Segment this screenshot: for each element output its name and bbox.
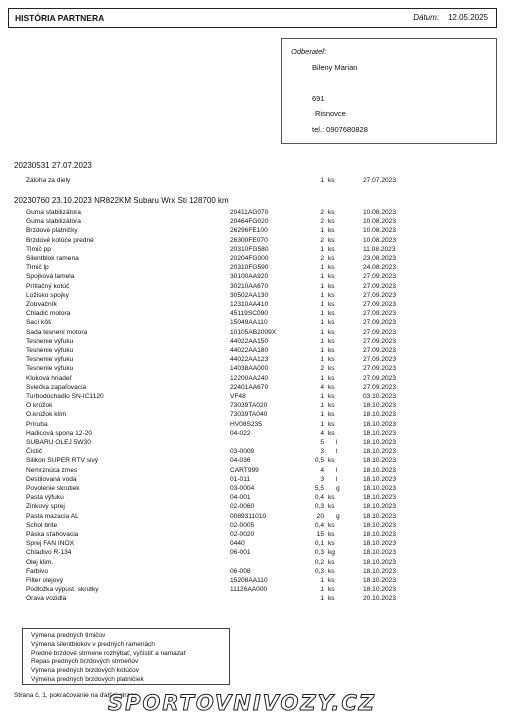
item-date: 18.10.2023 xyxy=(363,521,397,529)
item-qty: 1 xyxy=(320,374,324,382)
item-code: 15049AA110 xyxy=(230,319,268,327)
item-qty: 0,3 xyxy=(314,503,324,511)
item-unit: ks xyxy=(328,227,335,235)
item-code: 26300FE070 xyxy=(230,236,268,244)
item-name: Brzdové kotúče predné xyxy=(26,236,94,244)
item-row xyxy=(26,577,396,586)
item-unit: ks xyxy=(328,337,335,345)
item-row xyxy=(26,402,396,411)
item-date: 18.10.2023 xyxy=(363,448,397,456)
item-unit: ks xyxy=(328,273,335,281)
item-date: 27.07.2023 xyxy=(363,177,397,184)
item-code: 01-011 xyxy=(230,475,251,483)
item-code: 03-0009 xyxy=(230,448,255,456)
item-row xyxy=(26,375,396,384)
item-row xyxy=(26,310,396,319)
item-unit: ks xyxy=(328,577,335,584)
item-date: 27.09.2023 xyxy=(363,328,397,336)
item-code: 30210AA670 xyxy=(230,282,269,290)
note-item: Výmena predných tlmičov xyxy=(31,632,106,639)
item-name: Povolenie skrutiek xyxy=(26,485,80,492)
item-code: HV08S235 xyxy=(230,420,262,428)
item-name: Silikon SUPER RTV sivý xyxy=(26,457,99,465)
item-date: 18.10.2023 xyxy=(363,411,397,419)
item-code: 20464FG020 xyxy=(230,218,269,226)
item-qty: 0,4 xyxy=(314,494,324,502)
item-row xyxy=(26,338,396,347)
item-row xyxy=(26,457,396,466)
item-name: Podložka výpust. skrutky xyxy=(26,586,99,594)
note-item: Repas predných brzdových strmeňov xyxy=(31,658,139,666)
item-unit: ks xyxy=(328,411,335,419)
item-code: 44022AA180 xyxy=(230,347,269,354)
item-row xyxy=(26,540,396,549)
document-header xyxy=(8,8,497,28)
item-row xyxy=(26,476,396,485)
item-row xyxy=(26,503,396,512)
item-date: 10.08.2023 xyxy=(363,236,397,244)
item-date: 18.10.2023 xyxy=(363,429,397,437)
item-qty: 1 xyxy=(320,264,324,272)
item-qty: 1 xyxy=(320,177,324,184)
item-unit: ks xyxy=(328,374,335,382)
item-unit: ks xyxy=(328,218,335,226)
item-row xyxy=(26,549,396,558)
item-unit: ks xyxy=(328,383,335,391)
item-date: 18.10.2023 xyxy=(363,494,397,502)
note-item: Výmena predných brzdových platničiek xyxy=(31,676,144,683)
item-date: 18.10.2023 xyxy=(363,558,397,566)
item-name: Pasta mazacia AL xyxy=(26,512,79,520)
item-code: 30502AA130 xyxy=(230,291,269,299)
item-name: Záloha za diely xyxy=(26,177,71,184)
item-unit: ks xyxy=(328,393,335,400)
item-qty: 2 xyxy=(320,255,324,262)
item-unit: ks xyxy=(328,365,335,373)
item-qty: 1 xyxy=(320,282,324,290)
item-code: 02-0020 xyxy=(230,531,255,538)
customer-name: Bileny Marian xyxy=(312,63,358,72)
item-row xyxy=(26,177,396,186)
item-row xyxy=(26,209,396,218)
note-item: Predné brzdové strmene rozhýbať, vyčistiť a namazať xyxy=(31,649,187,657)
item-name: Kluková hriadeľ xyxy=(26,374,72,382)
item-qty: 4 xyxy=(320,466,324,474)
item-row xyxy=(26,485,396,494)
item-name: Sprej FAN INOX xyxy=(26,540,75,548)
item-date: 27.09.2023 xyxy=(363,291,397,299)
item-unit: ks xyxy=(328,586,335,594)
item-code: 26296FE100 xyxy=(230,227,268,235)
item-name: O krúžok xyxy=(26,402,53,410)
item-date: 27.09.2023 xyxy=(363,347,397,354)
item-qty: 0,4 xyxy=(314,521,324,529)
item-code: 20310FG580 xyxy=(230,245,269,253)
item-date: 27.09.2023 xyxy=(363,365,397,373)
item-row xyxy=(26,218,396,227)
item-date: 23.08.2023 xyxy=(363,255,397,262)
item-name: O.krúžok klím xyxy=(26,411,67,419)
item-unit: ks xyxy=(328,347,335,354)
item-qty: 1 xyxy=(320,595,324,603)
item-code: 03-0004 xyxy=(230,485,255,492)
item-row xyxy=(26,439,396,448)
item-qty: 20 xyxy=(316,512,324,520)
item-date: 27.09.2023 xyxy=(363,337,397,345)
item-code: 06-008 xyxy=(230,567,251,575)
item-date: 27.09.2023 xyxy=(363,273,397,281)
item-code: 02-0005 xyxy=(230,521,255,529)
customer-label: Odberateľ: xyxy=(291,47,327,56)
item-qty: 0,1 xyxy=(314,540,324,548)
item-code: 02-0060 xyxy=(230,503,255,511)
item-code: CART999 xyxy=(230,466,259,474)
item-date: 18.10.2023 xyxy=(363,540,397,548)
item-unit: ks xyxy=(328,177,335,184)
item-date: 27.09.2023 xyxy=(363,301,397,308)
item-qty: 3 xyxy=(320,448,324,456)
item-qty: 2 xyxy=(320,365,324,373)
item-row xyxy=(26,365,396,374)
item-unit: ks xyxy=(328,209,335,216)
item-qty: 0,3 xyxy=(314,567,324,575)
item-date: 18.10.2023 xyxy=(363,567,397,575)
date-label: Dátum: xyxy=(413,13,440,22)
item-unit: ks xyxy=(328,245,335,253)
item-code: VF48 xyxy=(230,393,246,400)
watermark: SPORTOVNIVOZY.CZ xyxy=(108,691,376,715)
item-code: 04-022 xyxy=(230,429,251,437)
item-code: 20310FG590 xyxy=(230,264,269,272)
item-unit: ks xyxy=(328,319,335,327)
item-row xyxy=(26,283,396,292)
item-code: 11126AA000 xyxy=(230,586,268,594)
item-row xyxy=(26,237,396,246)
item-qty: 2 xyxy=(320,209,324,216)
work-notes xyxy=(22,628,230,685)
item-unit: ks xyxy=(328,558,335,566)
item-name: Hadicová spona 12-20 xyxy=(26,429,92,437)
item-code: 22401AA670 xyxy=(230,383,269,391)
item-name: Schol brite xyxy=(26,521,58,529)
item-row xyxy=(26,329,396,338)
item-name: Silentblok ramena xyxy=(26,255,79,262)
item-date: 18.10.2023 xyxy=(363,439,397,446)
item-row xyxy=(26,347,396,356)
item-name: Pasta výfuku xyxy=(26,494,64,502)
item-unit: kg xyxy=(328,549,335,557)
item-unit: ks xyxy=(328,567,335,575)
item-qty: 1 xyxy=(320,402,324,410)
customer-box xyxy=(281,38,497,144)
item-date: 27.09.2023 xyxy=(363,310,397,318)
item-date: 10.08.2023 xyxy=(363,227,397,235)
item-name: Tesnenie výfuku xyxy=(26,337,74,345)
item-row xyxy=(26,356,396,365)
item-name: Sviečka zapaľovacia xyxy=(26,383,87,391)
item-name: Filter olejový xyxy=(26,577,64,584)
customer-phone: tel.: 0907680828 xyxy=(312,125,368,134)
item-date: 18.10.2023 xyxy=(363,549,397,557)
item-row xyxy=(26,513,396,522)
item-name: Destilovaná voda xyxy=(26,475,77,483)
item-code: 73039TA020 xyxy=(230,402,268,410)
customer-number: 691 xyxy=(312,94,325,103)
item-date: 18.10.2023 xyxy=(363,586,397,594)
item-qty: 1 xyxy=(320,420,324,428)
item-row xyxy=(26,531,396,540)
item-qty: 1 xyxy=(320,273,324,281)
item-date: 27.09.2023 xyxy=(363,374,397,382)
item-unit: ks xyxy=(328,264,335,272)
item-name: Guma stabilizátora xyxy=(26,209,81,216)
item-code: 44022AA123 xyxy=(230,356,269,364)
item-row xyxy=(26,319,396,328)
item-date: 18.10.2023 xyxy=(363,420,397,428)
item-unit: ks xyxy=(328,282,335,290)
item-unit: ks xyxy=(328,521,335,529)
item-row xyxy=(26,264,396,273)
item-row xyxy=(26,246,396,255)
item-name: Páska sťahovacia xyxy=(26,531,79,538)
item-unit: ks xyxy=(328,503,335,511)
item-date: 18.10.2023 xyxy=(363,531,397,538)
item-qty: 15 xyxy=(316,531,324,538)
item-code: 15208AA110 xyxy=(230,577,268,584)
item-row xyxy=(26,586,396,595)
item-qty: 1 xyxy=(320,356,324,364)
item-name: Prítlačný kotúč xyxy=(26,282,70,290)
item-row xyxy=(26,255,396,264)
item-code: 44022AA150 xyxy=(230,337,269,345)
item-unit: ks xyxy=(328,540,335,548)
item-unit: g xyxy=(336,485,340,492)
item-unit: l xyxy=(336,466,338,474)
item-code: 04-001 xyxy=(230,494,251,502)
item-unit: ks xyxy=(328,356,335,364)
item-qty: 1 xyxy=(320,337,324,345)
item-date: 20.10.2023 xyxy=(363,595,397,603)
item-unit: ks xyxy=(328,429,335,437)
item-unit: l xyxy=(336,448,338,456)
item-date: 10.08.2023 xyxy=(363,218,397,226)
item-qty: 0,2 xyxy=(314,558,324,566)
item-qty: 5,5 xyxy=(314,485,324,492)
item-unit: ks xyxy=(328,291,335,299)
item-name: Tlmič pp xyxy=(26,245,51,253)
item-name: Príruba xyxy=(26,420,48,428)
item-unit: ks xyxy=(328,494,335,502)
item-qty: 4 xyxy=(320,429,324,437)
item-code: 04-036 xyxy=(230,457,251,465)
item-name: Spojková lamela xyxy=(26,273,75,281)
item-unit: l xyxy=(336,439,338,446)
item-code: 14038AA000 xyxy=(230,365,269,373)
item-unit: l xyxy=(336,475,338,483)
item-qty: 1 xyxy=(320,577,324,584)
item-row xyxy=(26,273,396,282)
item-row xyxy=(26,384,396,393)
item-row xyxy=(26,393,396,402)
item-qty: 0,3 xyxy=(314,549,324,557)
item-unit: ks xyxy=(328,420,335,428)
document-date xyxy=(413,13,488,22)
item-date: 27.09.2023 xyxy=(363,356,397,364)
item-code: 20411AG070 xyxy=(230,209,269,216)
item-qty: 2 xyxy=(320,236,324,244)
note-item: Výmena predných brzdových kotúčov xyxy=(31,667,140,675)
item-name: Farbivo xyxy=(26,567,48,575)
item-date: 18.10.2023 xyxy=(363,466,397,474)
item-qty: 1 xyxy=(320,328,324,336)
item-name: Tesnenie výfuku xyxy=(26,356,74,364)
item-code: 06-001 xyxy=(230,549,251,557)
item-unit: ks xyxy=(328,236,335,244)
item-row xyxy=(26,568,396,577)
item-name: Tesnenie výfuku xyxy=(26,365,74,373)
item-date: 18.10.2023 xyxy=(363,402,397,410)
item-row xyxy=(26,421,396,430)
item-name: Guma stabilizátora xyxy=(26,218,81,226)
item-name: Olej klim. xyxy=(26,558,54,566)
item-qty: 1 xyxy=(320,586,324,594)
item-row xyxy=(26,430,396,439)
item-unit: ks xyxy=(328,310,335,318)
item-code: 73039TA040 xyxy=(230,411,268,419)
item-qty: 3 xyxy=(320,475,324,483)
item-date: 27.09.2023 xyxy=(363,383,397,391)
item-date: 03.10.2023 xyxy=(363,393,397,400)
item-code: 0089311010 xyxy=(230,512,267,520)
item-name: Orava vozidla xyxy=(26,595,67,603)
item-code: 12310AA410 xyxy=(230,301,269,308)
item-date: 18.10.2023 xyxy=(363,485,397,492)
item-row xyxy=(26,301,396,310)
item-qty: 4 xyxy=(320,383,324,391)
item-qty: 1 xyxy=(320,245,324,253)
item-code: 30100AA920 xyxy=(230,273,269,281)
item-name: Čistič xyxy=(26,448,43,456)
item-date: 10.08.2023 xyxy=(363,209,397,216)
item-name: Brzdové platničky xyxy=(26,227,78,235)
item-row xyxy=(26,522,396,531)
item-name: SUBARU OLEJ 5W30 xyxy=(26,439,91,446)
item-date: 18.10.2023 xyxy=(363,457,397,465)
item-code: 0440 xyxy=(230,540,245,548)
item-unit: ks xyxy=(328,531,335,538)
item-unit: ks xyxy=(328,402,335,410)
item-date: 27.09.2023 xyxy=(363,319,397,327)
item-unit: ks xyxy=(328,328,335,336)
item-unit: ks xyxy=(328,595,335,603)
item-row xyxy=(26,448,396,457)
item-name: Ložisko spojky xyxy=(26,291,69,299)
item-code: 10105AB2009X xyxy=(230,328,277,336)
item-name: Nemrznúca zmes xyxy=(26,466,78,474)
document-title: HISTÓRIA PARTNERA xyxy=(15,13,105,23)
item-qty: 1 xyxy=(320,347,324,354)
item-row xyxy=(26,467,396,476)
item-name: Sací kôš xyxy=(26,319,52,327)
item-row xyxy=(26,292,396,301)
item-name: Chladivo R-134 xyxy=(26,549,72,557)
item-qty: 1 xyxy=(320,227,324,235)
customer-city: Risnovce xyxy=(315,109,346,118)
item-name: Zinkový sprej xyxy=(26,503,65,511)
item-qty: 1 xyxy=(320,301,324,308)
item-unit: ks xyxy=(328,457,335,465)
item-row xyxy=(26,227,396,236)
date-value: 12.05.2025 xyxy=(447,13,488,22)
page-footer: Strana č. 1, pokračovanie na ďalšej strane xyxy=(14,692,138,699)
item-date: 18.10.2023 xyxy=(363,503,397,511)
order-header-2: 20230760 23.10.2023 NR822KM Subaru Wrx Sti 128700 km xyxy=(14,196,229,205)
item-qty: 0,5 xyxy=(314,457,324,465)
item-name: Sada tesnení motora xyxy=(26,328,88,336)
item-qty: 2 xyxy=(320,218,324,226)
item-date: 18.10.2023 xyxy=(363,577,397,584)
item-date: 18.10.2023 xyxy=(363,512,397,520)
item-row xyxy=(26,559,396,568)
item-row xyxy=(26,595,396,604)
item-qty: 1 xyxy=(320,411,324,419)
item-qty: 1 xyxy=(320,310,324,318)
item-unit: g xyxy=(336,512,340,520)
note-item: Výmena silentblokov v predných ramenách xyxy=(31,640,155,648)
item-unit: ks xyxy=(328,255,335,262)
item-unit: ks xyxy=(328,301,335,308)
item-date: 27.09.2023 xyxy=(363,282,397,290)
item-qty: 5 xyxy=(320,439,324,446)
item-code: 12200AA240 xyxy=(230,374,269,382)
item-row xyxy=(26,411,396,420)
item-date: 18.10.2023 xyxy=(363,475,397,483)
item-date: 24.08.2023 xyxy=(363,264,397,272)
item-row xyxy=(26,494,396,503)
item-code: 20204FG000 xyxy=(230,255,269,262)
item-name: Turbodúchadlo SN-IC1120 xyxy=(26,393,104,400)
item-qty: 1 xyxy=(320,319,324,327)
item-name: Tesnenie výfuku xyxy=(26,347,74,354)
item-qty: 1 xyxy=(320,291,324,299)
item-code: 45119SC090 xyxy=(230,310,269,318)
order-header-1: 20230531 27.07.2023 xyxy=(14,161,92,170)
item-qty: 1 xyxy=(320,393,324,400)
item-name: Zotrvačník xyxy=(26,301,57,308)
item-name: Tlmič lp xyxy=(26,264,49,272)
item-date: 11.08.2023 xyxy=(363,245,396,253)
item-name: Chladič motora xyxy=(26,310,71,318)
